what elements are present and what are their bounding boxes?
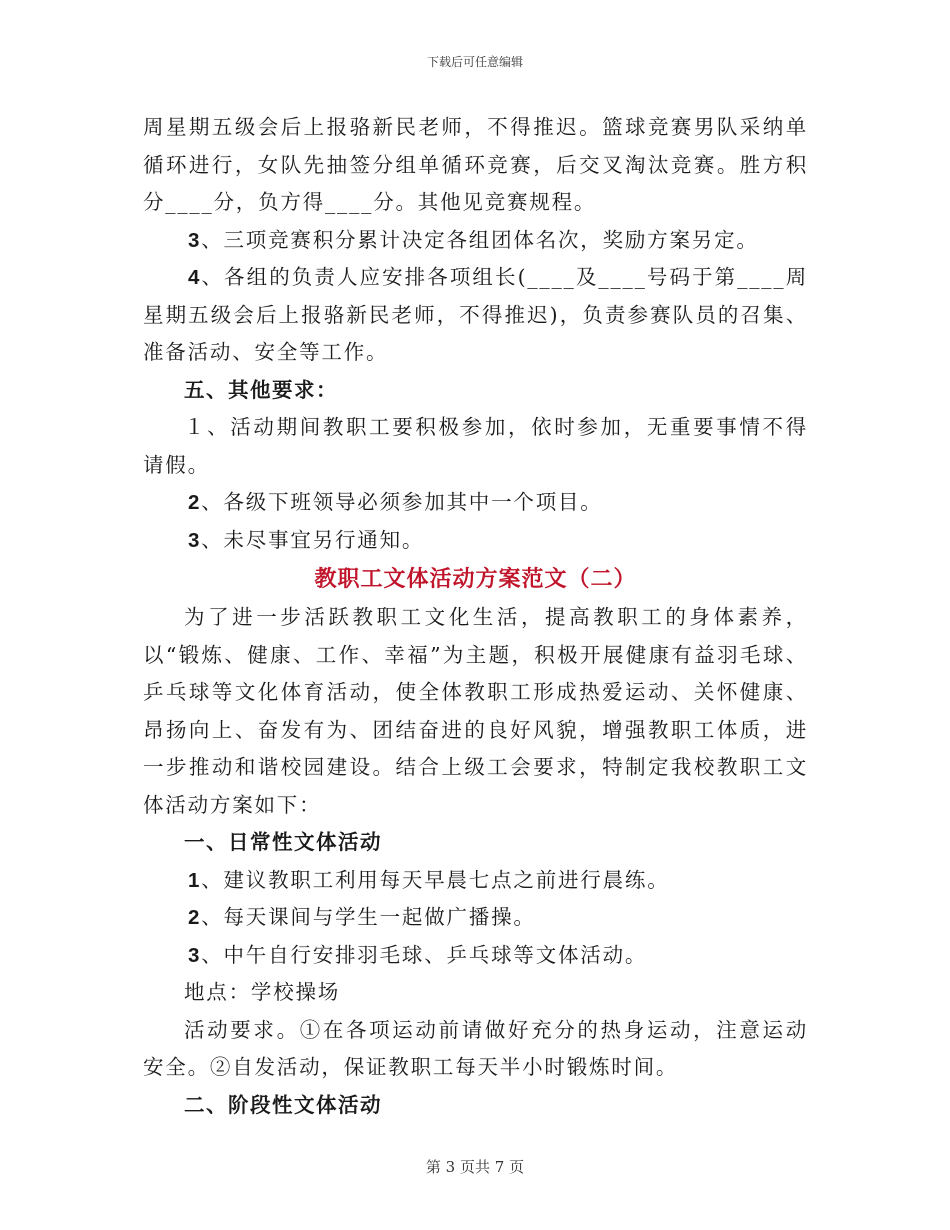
section-title: 教职工文体活动方案范文（二） xyxy=(314,566,637,592)
requirement-item-1: １、活动期间教职工要积极参加，依时参加，无重要事情不得请假。 xyxy=(143,415,808,477)
document-body xyxy=(143,109,808,1124)
item-text: 、各级下班领导必须参加其中一个项目。 xyxy=(201,490,603,514)
daily-item-1 xyxy=(143,862,808,900)
heading-periodic-activities: 二、阶段性文体活动 xyxy=(184,1092,382,1117)
item-text: 、未尽事宜另行通知。 xyxy=(201,527,425,552)
paragraph-item-3 xyxy=(143,222,808,260)
location-line: 地点：学校操场 xyxy=(184,980,341,1004)
item-number: 2 xyxy=(188,906,202,929)
item-number: 1 xyxy=(188,868,202,892)
page-header: 下载后可任意编辑 xyxy=(426,55,523,69)
item-number: 3 xyxy=(188,528,202,552)
item-number: 2 xyxy=(188,491,202,514)
intro-paragraph: 为了进一步活跃教职工文化生活，提高教职工的身体素养，以“锻炼、健康、工作、幸福”为主题，积极开展健康有益羽毛球、乒乓球等文化体育活动，使全体教职工形成热爱运动、关怀健康、昂扬向上、奋发有为、团结奋进的良好风貌，增强教职工体质，进一步推动和谐校园建设。结合上级工会要求，特制定我校教职工文体活动方案如下： xyxy=(143,605,808,817)
item-text: 、各组的负责人应安排各项组长(____及____号码于第____周星期五级会后上报骆新民老师，不得推迟)，负责参赛队员的召集、准备活动、安全等工作。 xyxy=(143,265,808,364)
item-number: 3 xyxy=(188,943,202,967)
paragraph-continuation: 周星期五级会后上报骆新民老师，不得推迟。篮球竞赛男队采纳单循环进行，女队先抽签分组单循环竞赛，后交叉淘汰竞赛。胜方积分____分，负方得____分。其他见竞赛规程。 xyxy=(143,115,808,214)
activity-requirements: 活动要求。①在各项运动前请做好充分的热身运动，注意运动安全。②自发活动，保证教职工每天半小时锻炼时间。 xyxy=(143,1017,808,1079)
daily-item-3 xyxy=(143,937,808,975)
item-text: 、建议教职工利用每天早晨七点之前进行晨练。 xyxy=(201,867,670,892)
daily-item-2 xyxy=(143,899,808,937)
requirement-item-2 xyxy=(143,484,808,522)
page-footer: 第 3 页共 7 页 xyxy=(425,1158,525,1176)
item-text: 、三项竞赛积分累计决定各组团体名次，奖励方案另定。 xyxy=(201,227,759,252)
item-text: 、每天课间与学生一起做广播操。 xyxy=(201,905,536,929)
item-text: 、中午自行安排羽毛球、乒乓球等文体活动。 xyxy=(201,942,648,967)
requirement-item-3 xyxy=(143,522,808,560)
paragraph-item-4 xyxy=(143,259,808,372)
heading-other-requirements: 五、其他要求： xyxy=(184,377,338,402)
item-number: 3 xyxy=(188,228,202,252)
heading-daily-activities: 一、日常性文体活动 xyxy=(184,830,382,854)
item-number: 4 xyxy=(188,266,202,289)
